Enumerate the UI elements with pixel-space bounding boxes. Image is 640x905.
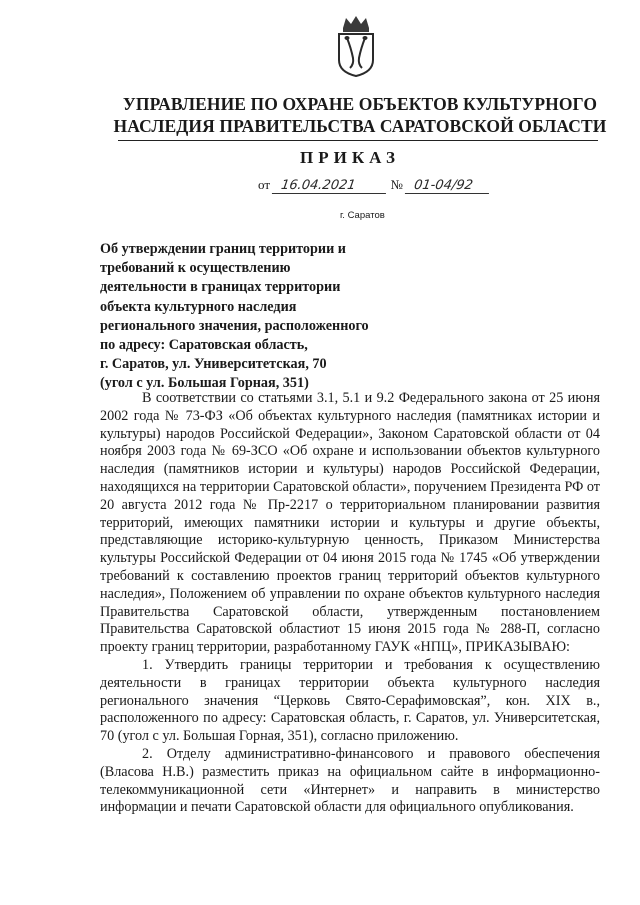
subject-line: объекта культурного наследия [100,298,297,315]
city-line: г. Саратов [340,210,385,221]
order-item-2: 2. Отделу административно-финансового и правового обеспечения (Власова Н.В.) разместить приказ на официальном сайте в информационно-телекоммуникационной сети «Интернет» и направить в министерство информации и печати Саратовской области для официального опубликования. [100,745,600,816]
date-prefix: от [258,177,271,192]
order-body [100,390,600,817]
order-dateline [258,177,490,194]
subject-line: регионального значения, расположенного [100,317,369,334]
order-title: ПРИКАЗ [300,148,400,167]
saratov-coat-of-arms-icon [333,14,379,78]
subject-line: г. Саратов, ул. Университетская, 70 [100,356,327,373]
number-prefix: № [390,177,403,192]
order-date-handwritten: 16.04.2021 [272,178,388,194]
organization-title-line-2: НАСЛЕДИЯ ПРАВИТЕЛЬСТВА САРАТОВСКОЙ ОБЛАСТИ [113,116,607,136]
preamble-paragraph: В соответствии со статьями 3.1, 5.1 и 9.2 Федерального закона от 25 июня 2002 года № 73-ФЗ «Об объектах культурного наследия (памятниках истории и культуры) народов Российской Федерации», Законом Саратовской области от 04 ноября 2003 года № 69-ЗСО «Об охране и использовании объектов культурного наследия (памятников истории и культуры) народов Российской Федерации, находящихся на территории Саратовской области», поручением Президента РФ от 20 августа 2012 года № Пр-2217 о территориальном планировании развития территорий, имеющих памятники истории и культуры и другие объекты, представляющие историко-культурную ценность, Приказом Министерства культуры Российской Федерации от 04 июня 2015 года № 1745 «Об утверждении требований к составлению проектов границ территорий объектов культурного наследия», Положением об управлении по охране объектов культурного наследия Правительства Саратовской области, утвержденным постановлением Правительства Саратовской областиот 15 июня 2015 года № 288-П, согласно проекту границ территории, разработанному ГАУК «НПЦ», ПРИКАЗЫВАЮ: [100,390,600,656]
subject-line: деятельности в границах территории [100,279,341,296]
order-subject [100,240,420,394]
subject-line: Об утверждении границ территории и [100,241,346,257]
header-divider [118,140,598,141]
subject-line: (угол с ул. Большая Горная, 351) [100,375,309,392]
order-item-1: 1. Утвердить границы территории и требования к осуществлению деятельности в границах территории объекта культурного наследия регионального значения “Церковь Свято-Серафимовская”, кон. XIX в., расположенного по адресу: Саратовская область, г. Саратов, ул. Университетская, 70 (угол с ул. Большая Горная, 351), согласно приложению. [100,656,600,745]
organization-title [100,93,620,137]
organization-title-line-1: УПРАВЛЕНИЕ ПО ОХРАНЕ ОБЪЕКТОВ КУЛЬТУРНОГО [122,94,598,114]
order-number-handwritten: 01-04/92 [405,178,491,194]
subject-line: требований к осуществлению [100,260,291,277]
subject-line: по адресу: Саратовская область, [100,337,308,354]
